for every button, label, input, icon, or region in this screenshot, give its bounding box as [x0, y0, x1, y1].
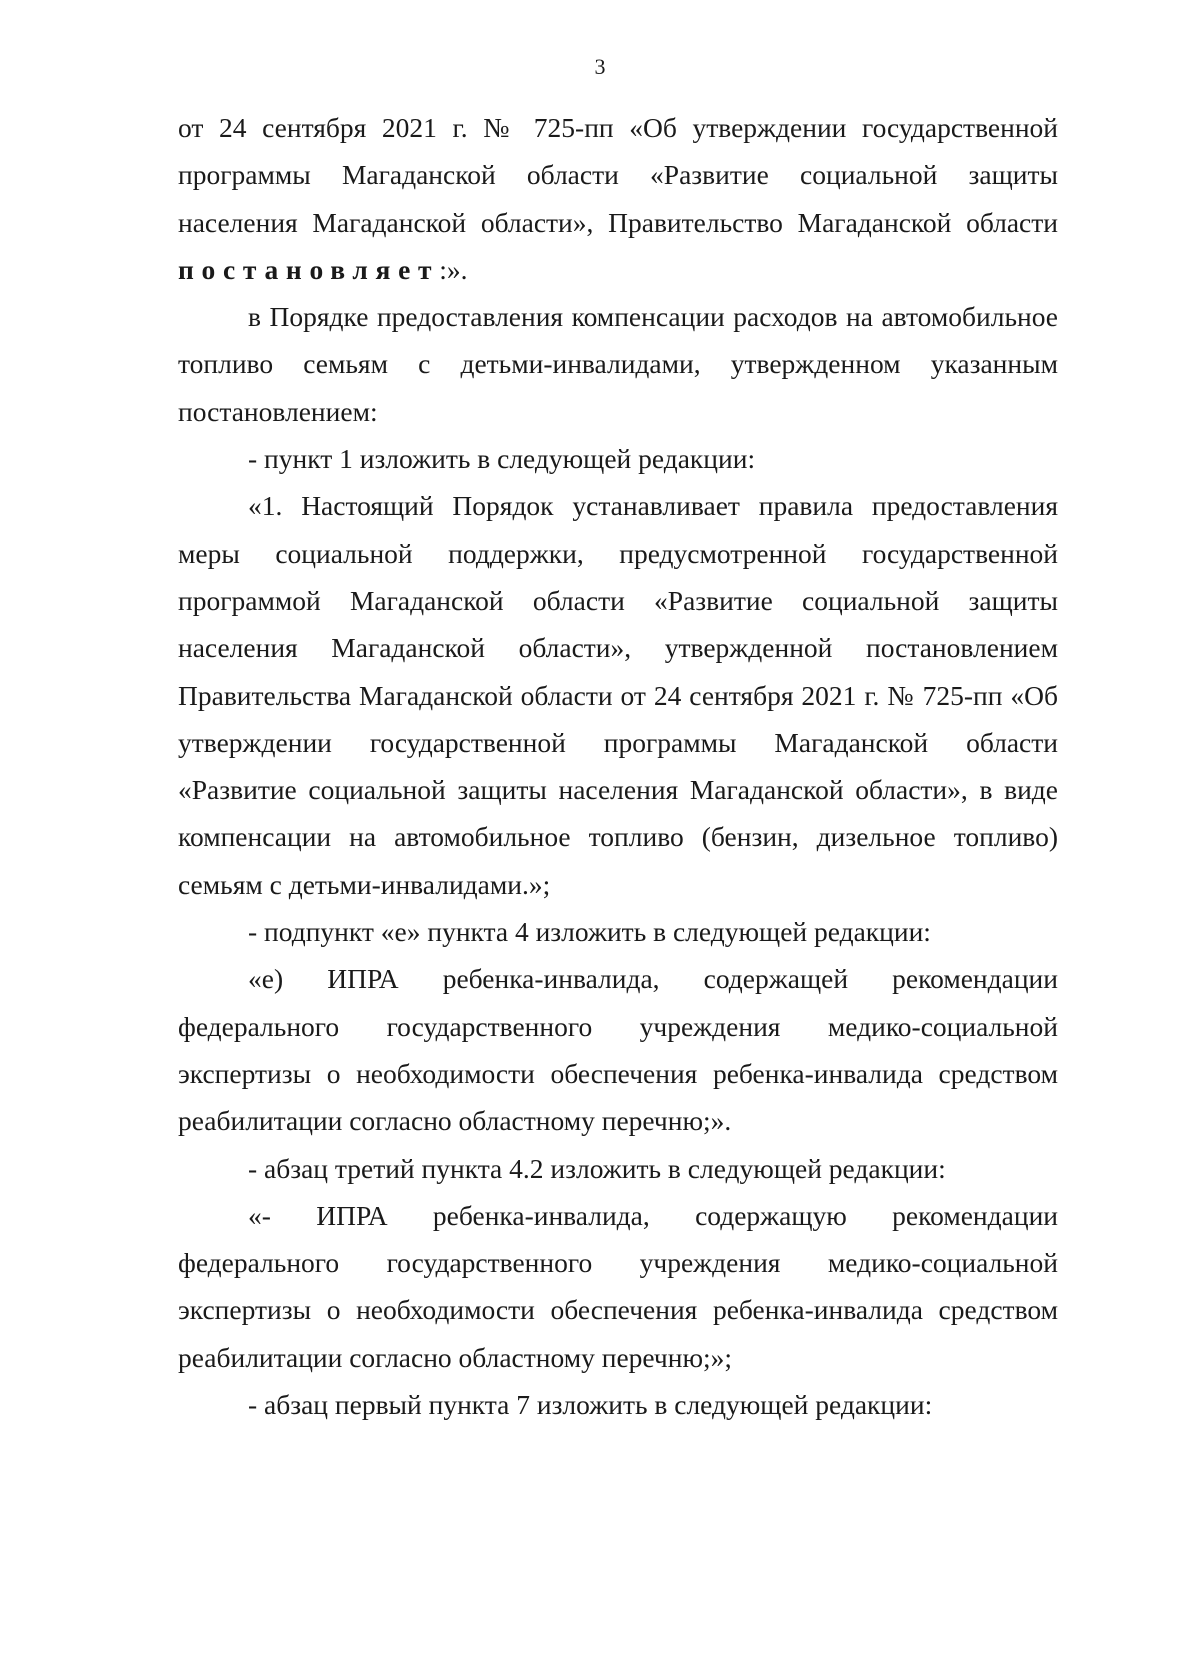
resolves-word: постановляет — [178, 253, 440, 285]
preamble-tail: :». — [439, 253, 468, 285]
preamble-text: от 24 сентября 2021 г. № 725-пп «Об утверждении государственной программы Магаданской области «Развитие социальной защиты населения Магаданской области», Правительство Магаданской области — [178, 112, 1058, 238]
page-number: 3 — [594, 54, 606, 79]
paragraph-subitem-e-text: «е) ИПРА ребенка-инвалида, содержащей рекомендации федерального государственного учреждения медико-социальной экспертизы о необходимости обеспечения ребенка-инвалида средством реабилитации согласно областному перечню;». — [178, 963, 1058, 1137]
paragraph-preamble-end — [178, 104, 1058, 293]
paragraph-item-1-text: «1. Настоящий Порядок устанавливает правила предоставления меры социальной поддержки, предусмотренной государственной программой Магаданской области «Развитие социальной защиты населения Магаданской области», утвержденной постановлением Правительства Магаданской области от 24 сентября 2021 г. № 725-пп «Об утверждении государственной программы Магаданской области «Развитие социальной защиты населения Магаданской области», в виде компенсации на автомобильное топливо (бензин, дизельное топливо) семьям с детьми-инвалидами.»; — [178, 490, 1058, 900]
paragraph-order-intro: в Порядке предоставления компенсации расходов на автомобильное топливо семьям с детьми-инвалидами, утвержденном указанным постановлением: — [178, 301, 1058, 427]
paragraph-item-1-heading: - пункт 1 изложить в следующей редакции: — [248, 443, 756, 475]
paragraph-item-4-2-heading: - абзац третий пункта 4.2 изложить в следующей редакции: — [248, 1152, 946, 1184]
paragraph-item-7-heading: - абзац первый пункта 7 изложить в следующей редакции: — [248, 1389, 933, 1421]
paragraph-item-4-2-text: «- ИПРА ребенка-инвалида, содержащую рекомендации федерального государственного учреждения медико-социальной экспертизы о необходимости обеспечения ребенка-инвалида средством реабилитации согласно областному перечню;»; — [178, 1199, 1058, 1373]
paragraph-subitem-e-heading: - подпункт «е» пункта 4 изложить в следующей редакции: — [248, 916, 931, 948]
document-body — [178, 104, 1058, 1428]
